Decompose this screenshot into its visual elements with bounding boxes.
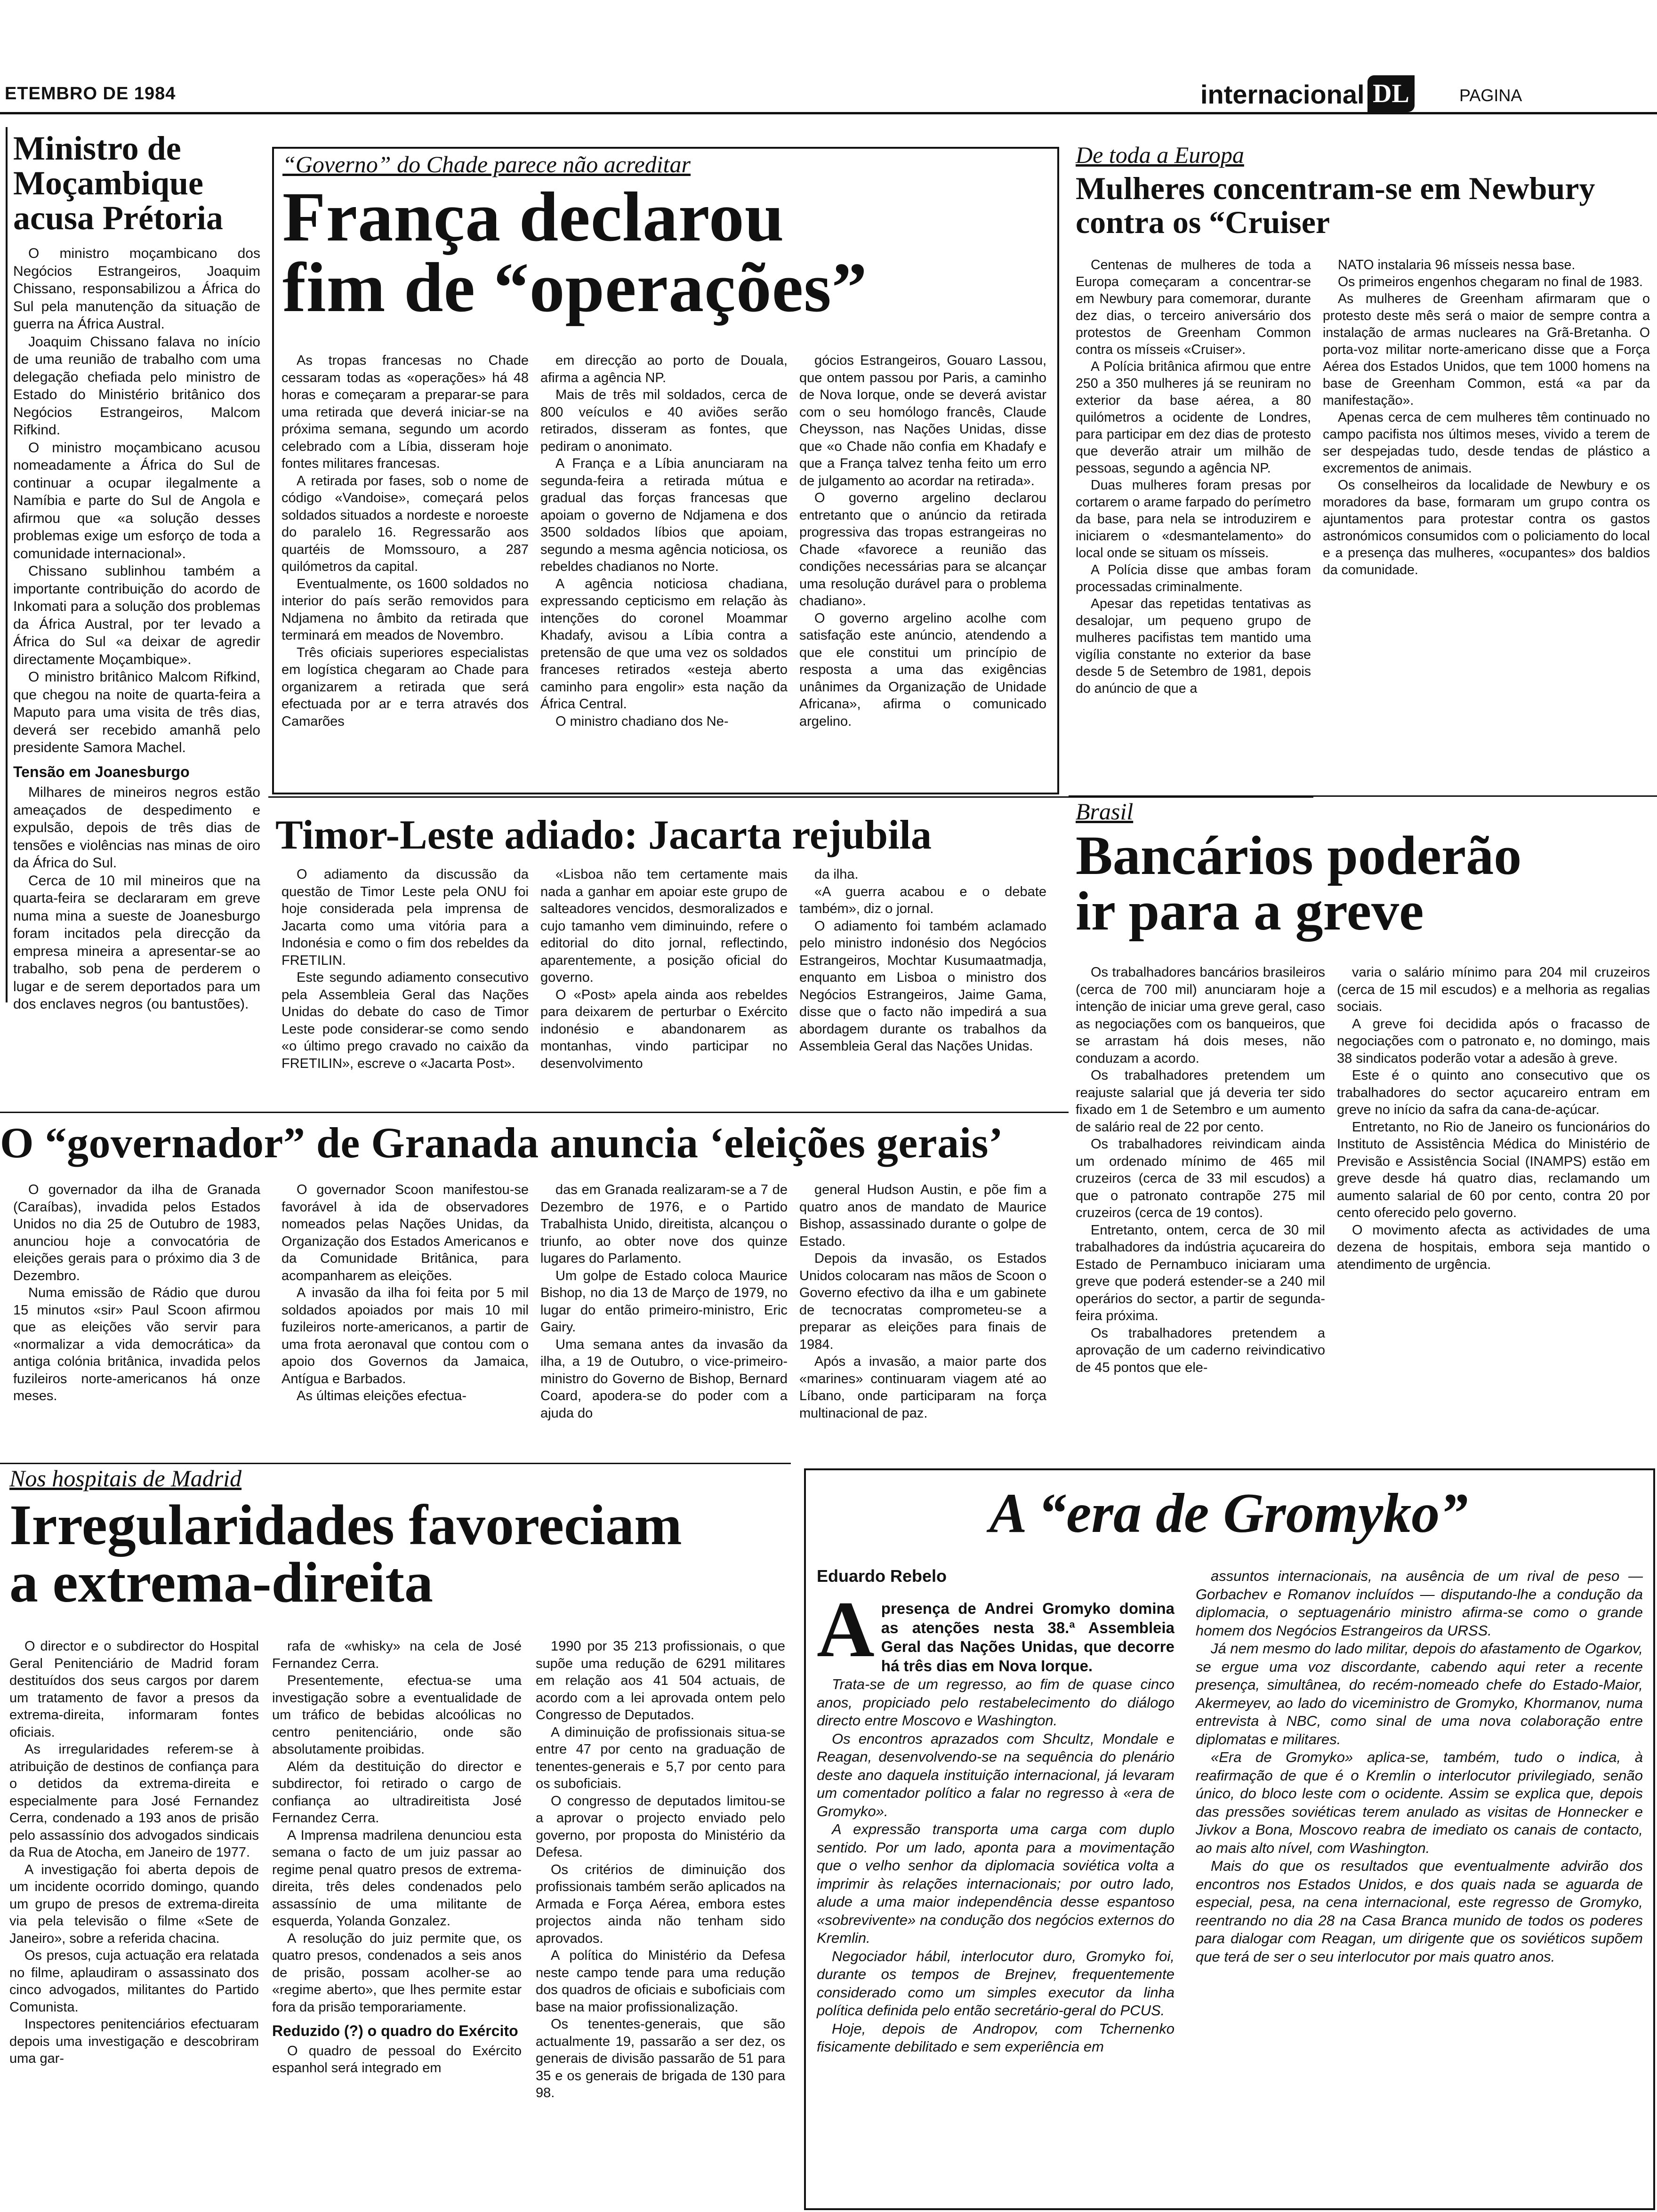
paragraph: Os primeiros engenhos chegaram no final de 1983. [1338,274,1643,289]
chade-article [282,151,1050,327]
paragraph: O ministro britânico Malcom Rifkind, que chegou na noite de quarta-feira a Maputo para uma visita de três dias, deverá ser recebido amanhã pelo presidente Samora Machel. [13,669,260,755]
paragraph: O director e o subdirector do Hospital Geral Penitenciário de Madrid foram destituídos dos seus cargos por darem um tratamento de favor a presos da extrema-direita, informaram fontes oficiais. [9,1639,259,1740]
granada-col-1 [13,1181,260,1405]
timor-col-2 [540,866,788,1072]
gromyko-byline: Eduardo Rebelo [817,1566,947,1586]
paragraph: A expressão transporta uma carga com duplo sentido. Por um lado, aponta para a movimentação que o velho senhor da diplomacia soviética volta a imprimir às relações internacionais; por outro lado, alude a uma maior independência desse espantoso «sobrevivente» na condução dos negócios externos do Kremlin. [817,1821,1174,1946]
paragraph: A diminuição de profissionais situa-se entre 47 por cento na graduação de tenentes-generais e 5,7 por cento para os suboficiais. [536,1724,785,1791]
paragraph: O ministro moçambicano acusou nomeadamente a África do Sul de continuar a ocupar ilegalmente a Namíbia e parte do Sul de Angola e afirmou que «a solução desses problemas exige um esforço de toda a comunidade internacional». [13,440,260,561]
paragraph: gócios Estrangeiros, Gouaro Lassou, que ontem passou por Paris, a caminho de Nova Iorque, onde se deverá avistar com o seu homólogo francês, Claude Cheysson, nas Nações Unidas, disse que «o Chade não confia em Khadafy e que a França talvez tenha feito um erro de julgamento ao acordar na retirada». [799,353,1046,489]
chade-col-1 [282,352,529,730]
paragraph: Mais do que os resultados que eventualmente advirão dos encontros nos Estados Unidos, e dos quais nada se aguarda de especial, pesa, na cena internacional, este regresso de Gromyko, reentrando no dia 28 na Casa Branca munido de todos os poderes para dialogar com Reagan, um dirigente que os soviéticos supõem que terá de ser o seu interlocutor por mais quatro anos. [1196,1858,1643,1965]
paragraph: A Imprensa madrilena denunciou esta semana o facto de um juiz passar ao regime penal quatro presos de extrema-direita, três deles condenados pelo assassínio de uma militante de esquerda, Yolanda Gonzalez. [272,1827,522,1929]
paragraph: NATO instalaria 96 mísseis nessa base. [1338,257,1576,272]
granada-col-2 [282,1181,529,1405]
paragraph: Os tenentes-generais, que são actualmente 19, passarão a ser dez, os generais de divisão passarão de 51 para 35 e os generais de brigada de 130 para 98. [536,2017,785,2100]
paragraph: Após a invasão, a maior parte dos «marines» continuaram viagem até ao Líbano, onde participaram na força multinacional de paz. [799,1354,1046,1421]
paragraph: Um golpe de Estado coloca Maurice Bishop, no dia 13 de Março de 1979, no lugar do então primeiro-ministro, Eric Gairy. [540,1268,788,1335]
newspaper-logo: DL [1367,75,1415,112]
paragraph: A investigação foi aberta depois de um incidente ocorrido domingo, quando um grupo de presos de extrema-direita via pela televisão o filme «Sete de Janeiro», sobre a referida chacina. [9,1862,259,1946]
paragraph: O governo argelino declarou entretanto que o anúncio da retirada progressiva das tropas estrangeiras no Chade «favorece a reunião das condições necessárias para se alcançar uma resolução durável para o problema chadiano». [799,490,1046,609]
lead-paragraph: presença de Andrei Gromyko domina as atenções nesta 38.ª Assembleia Geral das Nações Unidas, que decorre há três dias em Nova Iorque. [881,1600,1174,1675]
madrid-article [9,1465,791,1614]
brasil-headline-line1: Bancários poderão [1076,825,1522,886]
mocambique-body [13,245,260,1013]
mocambique-headline: Ministro de Moçambique acusa Prétoria [13,129,223,237]
granada-top-rule [0,1112,1069,1113]
europa-headline: Mulheres concentram-se em Newbury contra os “Cruiser [1076,170,1595,240]
europa-col-2 [1323,256,1650,578]
paragraph: O ministro chadiano dos Ne- [555,713,729,729]
paragraph: Hoje, depois de Andropov, com Tchernenko fisicamente debilitado e sem experiência em [817,2020,1174,2055]
paragraph: O movimento afecta as actividades de uma dezena de hospitais, embora seja mantido o atendimento de urgência. [1337,1222,1650,1272]
paragraph: Os trabalhadores reivindicam ainda um ordenado mínimo de 465 mil cruzeiros (cerca de 33 mil escudos) a que o patronato contrapõe 275 mil cruzeiros (cerca de 19 contos). [1076,1137,1325,1220]
paragraph: Milhares de mineiros negros estão ameaçados de despedimento e expulsão, depois de três dias de tensões e violências nas minas de oiro da África do Sul. [13,785,260,871]
paragraph: As mulheres de Greenham afirmaram que o protesto deste mês será o maior de sempre contra a instalação de armas nucleares na Grã-Bretanha. O porta-voz militar norte-americano disse que a Força Aérea dos Estados Unidos, que tem 1000 homens na base de Greenham Common, está «a par da manifestação». [1323,291,1650,408]
paragraph: Os presos, cuja actuação era relatada no filme, aplaudiram o assassinato dos cinco advogados, militantes do Partido Comunista. [9,1948,259,2015]
paragraph: O adiamento da discussão da questão de Timor Leste pela ONU foi hoje considerada pela imprensa de Jacarta como uma vitória para a Indonésia e como o fim dos rebeldes da FRETILIN. [282,867,529,968]
subheading: Reduzido (?) o quadro do Exército [272,2022,518,2039]
madrid-col-1 [9,1638,259,2068]
paragraph: O quadro de pessoal do Exército espanhol será integrado em [272,2043,522,2076]
europa-kicker: De toda a Europa [1076,142,1244,168]
madrid-kicker: Nos hospitais de Madrid [9,1465,242,1491]
paragraph: «Lisboa não tem certamente mais nada a ganhar em apoiar este grupo de salteadores vencidos, desmoralizados e cujo tamanho vem diminuindo, refere o editorial do dito jornal, reflectindo, aparentemente, a posição oficial do governo. [540,867,788,985]
paragraph: O governador Scoon manifestou-se favorável à ida de observadores nomeados pelas Nações Unidas, da Organização dos Estados Americanos e da Comunidade Britânica, para acompanharem as eleições. [282,1182,529,1283]
paragraph: assuntos internacionais, na ausência de um rival de peso — Gorbachev e Romanov incluídos — disputando-lhe a condução da diplomacia, o septuagenário ministro afirma-se como o grande homem dos Negócios Estrangeiros da URSS. [1196,1568,1643,1639]
brasil-col-2 [1337,964,1650,1273]
timor-headline: Timor-Leste adiado: Jacarta rejubila [275,812,932,858]
timor-col-3 [799,866,1046,1055]
paragraph: Apesar das repetidas tentativas as desalojar, um pequeno grupo de mulheres pacifistas tem mantido uma vigília constante no exterior da base desde 5 de Setembro de 1981, depois do anúncio de que a [1076,596,1311,696]
chade-kicker: “Governo” do Chade parece não acreditar [282,151,691,177]
paragraph: A França e a Líbia anunciaram na segunda-feira a retirada mútua e gradual das forças francesas que apoiam o governo de Ndjamena e dos 3500 soldados líbios que apoiam, segundo a mesma agência noticiosa, os rebeldes chadianos no Norte. [540,456,788,574]
paragraph: A agência noticiosa chadiana, expressando cepticismo em relação às intenções do coronel Moammar Khadafy, avisou a Líbia contra a pretensão de que uma vez os soldados franceses retirados «esteja aberto caminho para engolir» esta nação da África Central. [540,576,788,712]
paragraph: Eventualmente, os 1600 soldados no interior do país serão removidos para Ndjamena no âmbito da retirada que terminará em meados de Novembro. [282,576,529,643]
granada-headline: O “governador” de Granada anuncia ‘eleições gerais’ [0,1119,1004,1167]
madrid-col-2 [272,1638,522,2077]
paragraph: Cerca de 10 mil mineiros que na quarta-feira se declararam em greve numa mina a sueste de Joanesburgo foram incitados pela direcção da empresa mineira a apresentar-se ao trabalho, sob pena de perderem o lugar e de serem deportados para um dos enclaves negros (ou bantustões). [13,873,260,1012]
subheading: Tensão em Joanesburgo [13,763,190,780]
paragraph: A invasão da ilha foi feita por 5 mil soldados apoiados por mais 10 mil fuzileiros norte-americanos, a partir de uma frota aeronaval que contou com o apoio dos Governos da Jamaica, Antígua e Barbados. [282,1285,529,1387]
paragraph: Negociador hábil, interlocutor duro, Gromyko foi, durante os tempos de Brejnev, frequentemente considerado como um simples executor da linha política definida pelo então secretário-geral do PCUS. [817,1948,1174,2019]
paragraph: O congresso de deputados limitou-se a aprovar o projecto enviado pelo governo, por proposta do Ministério da Defesa. [536,1793,785,1860]
paragraph: Trata-se de um regresso, ao fim de quase cinco anos, propiciado pelo restabelecimento do diálogo directo entre Moscovo e Washington. [817,1676,1174,1729]
paragraph: As irregularidades referem-se à atribuição de destinos de confiança para o detidos da extrema-direita e especialmente para José Fernandez Cerra, condenado a 193 anos de prisão pelo assassínio dos advogados sindicais da Rua de Atocha, em Janeiro de 1977. [9,1742,259,1860]
paragraph: «Era de Gromyko» aplica-se, também, tudo o indica, à reafirmação de que é o Kremlin o interlocutor privilegiado, senão único, do bloco leste com o ocidente. Assim se explica que, depois das pressões soviéticas terem anulado as visitas de Honnecker e Jivkov a Bona, Moscovo reabra de imediato os canais de contacto, ao mais alto nível, com Washington. [1196,1749,1643,1856]
paragraph: general Hudson Austin, e põe fim a quatro anos de mandato de Maurice Bishop, assassinado durante o golpe de Estado. [799,1182,1046,1249]
paragraph: Apenas cerca de cem mulheres têm continuado no campo pacifista nos últimos meses, vivido a terem de ser despejadas tudo, desde tendas de plástico a excrementos de animais. [1323,410,1650,476]
madrid-headline-line2: a extrema-direita [9,1551,433,1614]
paragraph: Os trabalhadores bancários brasileiros (cerca de 700 mil) anunciaram hoje a intenção de iniciar uma greve geral, caso as negociações com os banqueiros, que se arrastam há dois meses, não conduzam a acordo. [1076,965,1325,1066]
paragraph: Os conselheiros da localidade de Newbury e os moradores da base, formaram um grupo contra os ajuntamentos para protestar contra os gastos astronómicos consumidos com o policiamento do local e a presença das mulheres, «ocupantes» dos baldios da comunidade. [1323,478,1650,577]
paragraph: Os trabalhadores pretendem um reajuste salarial que já deveria ter sido fixado em 1 de Setembro e um aumento de salário real de 22 por cento. [1076,1068,1325,1135]
paragraph: Joaquim Chissano falava no início de uma reunião de trabalho com uma delegação chefiada pelo ministro de Estado do Ministério britânico dos Negócios Estrangeiros, Malcom Rifkind. [13,334,260,438]
granada-article [0,1120,1069,1165]
granada-col-4 [799,1181,1046,1422]
paragraph: Duas mulheres foram presas por cortarem o arame farpado do perímetro da base, para nela se introduzirem e iniciarem o «desmantelamento» do local onde se situam os mísseis. [1076,478,1311,561]
brasil-headline-line2: ir para a greve [1076,880,1424,942]
paragraph: Este é o quinto ano consecutivo que os trabalhadores do sector açucareiro entram em greve no início da safra da cana-de-açúcar. [1337,1068,1650,1117]
paragraph: Os critérios de diminuição dos profissionais também serão aplicados na Armada e Força Aérea, embora estes projectos ainda não tenham sido aprovados. [536,1862,785,1946]
page-date: ETEMBRO DE 1984 [5,84,176,104]
paragraph: Uma semana antes da invasão da ilha, a 19 de Outubro, o vice-primeiro-ministro do Governo de Bishop, Bernard Coard, apodera-se do poder com a ajuda do [540,1337,788,1421]
mocambique-article [13,131,260,1013]
dropcap: A [817,1599,875,1674]
paragraph: Este segundo adiamento consecutivo pela Assembleia Geral das Nações Unidas do debate do caso de Timor Leste pode considerar-se como sendo «o último prego cravado no caixão da FRETILIN», escreve o «Jacarta Post». [282,970,529,1071]
madrid-top-rule [0,1463,791,1464]
europa-col-1 [1076,256,1311,697]
paragraph: «A guerra acabou e o debate também», diz o jornal. [799,884,1046,916]
gromyko-col-2 [1196,1567,1643,1966]
paragraph: As últimas eleições efectua- [297,1388,467,1403]
paragraph: A retirada por fases, sob o nome de código «Vandoise», começará pelos soldados situados a nordeste e noroeste do paralelo 16. Regressarão aos quartéis de Momssouro, a 287 quilómetros da capital. [282,473,529,574]
paragraph: A política do Ministério da Defesa neste campo tende para uma redução dos quadros de oficiais e suboficiais com base na maior profissionalização. [536,1948,785,2015]
brasil-article [1076,798,1655,942]
paragraph: A greve foi decidida após o fracasso de negociações com o patronato e, no domingo, mais 38 sindicatos poderão votar a adesão à greve. [1337,1016,1650,1066]
europa-article [1076,141,1655,239]
paragraph: Chissano sublinhou também a importante contribuição do acordo de Inkomati para a solução dos problemas da África Austral, por ter levado a África do Sul «a deixar de agredir directamente Moçambique». [13,563,260,667]
paragraph: Mais de três mil soldados, cerca de 800 veículos e 40 aviões serão retirados, disseram as fontes, que pediram o anonimato. [540,387,788,454]
paragraph: da ilha. [814,867,859,882]
madrid-col-3 [536,1638,785,2102]
brasil-top-rule [1069,795,1657,797]
paragraph: Três oficiais superiores especialistas em logística chegaram ao Chade para organizarem a retirada que será efectuada por ar e terra através dos Camarões [282,645,529,729]
paragraph: das em Granada realizaram-se a 7 de Dezembro de 1976, e o Partido Trabalhista Unido, direitista, alcançou o triunfo, ao obter nove dos quinze lugares do Parlamento. [540,1182,788,1266]
paragraph: em direcção ao porto de Douala, afirma a agência NP. [540,353,788,385]
chade-col-3 [799,352,1046,730]
paragraph: A Polícia disse que ambas foram processadas criminalmente. [1076,562,1311,594]
paragraph: Além da destituição do director e subdirector, foi retirado o cargo de confiança ao ultradireitista José Fernandez Cerra. [272,1759,522,1826]
paragraph: Os encontros aprazados com Shcultz, Mondale e Reagan, desenvolvendo-se na sequência do plenário deste ano daquela instituição internacional, já levaram um comentador político a falar no regresso à «era de Gromyko». [817,1730,1174,1819]
paragraph: Depois da invasão, os Estados Unidos colocaram nas mãos de Scoon o Governo efectivo da ilha e um gabinete de tecnocratas comprometeu-se a preparar as eleições para finais de 1984. [799,1251,1046,1352]
paragraph: O ministro moçambicano dos Negócios Estrangeiros, Joaquim Chissano, responsabilizou a África do Sul pela manutenção da situação de guerra na África Austral. [13,246,260,332]
chade-headline-line2: fim de “operações” [282,248,868,327]
masthead [0,0,1657,118]
brasil-col-1 [1076,964,1325,1376]
paragraph: As tropas francesas no Chade cessaram todas as «operações» há 48 horas e começaram a preparar-se para uma retirada que deverá iniciar-se na próxima semana, segundo um acordo celebrado com a Líbia, disseram hoje fontes militares francesas. [282,353,529,471]
paragraph: O governo argelino acolhe com satisfação este anúncio, atendendo a que ele constitui um princípio de resposta a uma das exigências unânimes da Organização de Unidade Africana», afirma o comunicado argelino. [799,610,1046,729]
paragraph: A Polícia britânica afirmou que entre 250 a 350 mulheres já se reuniram no exterior da base aérea, a 80 quilómetros a ocidente de Londres, para participar em dez dias de protesto que deverão atrair um milhão de pessoas, segundo a agência NP. [1076,359,1311,476]
paragraph: 1990 por 35 213 profissionais, o que supõe uma redução de 6291 militares em relação aos 41 504 actuais, de acordo com a lei aprovada ontem pelo Congresso de Deputados. [536,1639,785,1723]
page-label: PAGINA [1459,86,1522,105]
paragraph: Presentemente, efectua-se uma investigação sobre a eventualidade de um tráfico de bebidas alcoólicas no centro penitenciário, onde são absolutamente proibidas. [272,1673,522,1757]
left-column-divider [6,127,8,1002]
paragraph: O «Post» apela ainda aos rebeldes para deixarem de perturbar o Exército indonésio e abandonarem as montanhas, vindo participar no desenvolvimento [540,987,788,1071]
chade-col-2 [540,352,788,730]
gromyko-article [814,1483,1643,1544]
gromyko-col-1 [817,1599,1174,2056]
timor-col-1 [282,866,529,1072]
brasil-kicker: Brasil [1076,798,1134,825]
chade-headline-line1: França declarou [282,178,785,256]
section-name: internacional [1200,80,1365,109]
paragraph: Entretanto, ontem, cerca de 30 mil trabalhadores da indústria açucareira do Estado de Pernambuco iniciaram uma greve que poderá estender-se a 240 mil operários do sector, a partir de segunda-feira próxima. [1076,1222,1325,1323]
paragraph: Centenas de mulheres de toda a Europa começaram a concentrar-se em Newbury para comemorar, durante dez dias, o terceiro aniversário dos protestos de Greenham Common contra os mísseis «Cruiser». [1076,257,1311,357]
paragraph: Já nem mesmo do lado militar, depois do afastamento de Ogarkov, se ergue uma voz discordante, cabendo aqui reter a recente presença, simultânea, do recém-nomeado chefe do Estado-Maior, Akermeyev, ao lado do viceministro de Gromyko, Khormanov, numa entrevista à NBC, como sinal de uma nova colaboração entre diplomatas e militares. [1196,1640,1643,1747]
paragraph: Inspectores penitenciários efectuaram depois uma investigação e descobriram uma gar- [9,2017,259,2066]
masthead-rule [0,112,1657,114]
paragraph: Entretanto, no Rio de Janeiro os funcionários do Instituto de Assistência Médica do Ministério de Previsão e Assistência Social (INAMPS) estão em greve desde há quatro dias, reclamando um aumento salarial de 60 por cento, contra 20 por cento oferecido pelo governo. [1337,1119,1650,1220]
paragraph: rafa de «whisky» na cela de José Fernandez Cerra. [272,1639,522,1671]
paragraph: A resolução do juiz permite que, os quatro presos, condenados a seis anos de prisão, possam acolher-se ao «regime aberto», que lhes permite estar fora da prisão temporariamente. [272,1931,522,2015]
paragraph: O governador da ilha de Granada (Caraíbas), invadida pelos Estados Unidos no dia 25 de Outubro de 1983, anunciou hoje a convocatória de eleições gerais para o próximo dia 3 de Dezembro. [13,1182,260,1283]
paragraph: Os trabalhadores pretendem a aprovação de um caderno reivindicativo de 45 pontos que ele- [1076,1325,1325,1375]
madrid-headline-line1: Irregularidades favoreciam [9,1493,682,1557]
paragraph: O adiamento foi também aclamado pelo ministro indonésio dos Negócios Estrangeiros, Mochtar Kusumaatmadja, enquanto em Lisboa o ministro dos Negócios Estrangeiros, Jaime Gama, disse que o facto não impedirá a sua abordagem durante os trabalhos da Assembleia Geral das Nações Unidas. [799,918,1046,1054]
paragraph: Numa emissão de Rádio que durou 15 minutos «sir» Paul Scoon afirmou que as eleições vão servir para «normalizar a vida democrática» da antiga colónia britânica, invadida pelos fuzileiros norte-americanos há onze meses. [13,1285,260,1403]
timor-article [275,814,1047,857]
paragraph: varia o salário mínimo para 204 mil cruzeiros (cerca de 15 mil escudos) e a melhoria as regalias sociais. [1337,965,1650,1014]
gromyko-headline: A “era de Gromyko” [989,1482,1468,1544]
granada-col-3 [540,1181,788,1422]
